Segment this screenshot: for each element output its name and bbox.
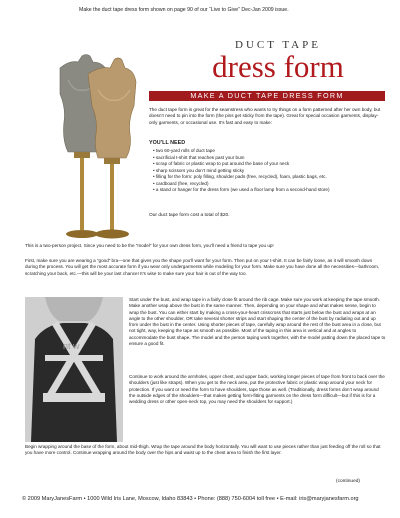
continued-label: (continued) xyxy=(336,479,360,484)
list-item: • a stand or hanger for the dress form (we used a floor lamp from a second-hand store) xyxy=(153,187,330,192)
title-dress-form: dress form xyxy=(212,49,344,84)
dress-forms-photo xyxy=(48,50,140,245)
paragraph-start-under-bust: Start under the bust, and wrap tape in a fairly close fit around the rib cage. Make sure you work at keeping the tape smooth. Make another wrap above the bust in the same manner. Then, depending on your shape and what makes sense, begin to wrap the bust. You can either start by making a cross-your-heart crisscross that starts just below the bust and wraps at an angle to the other shoulder, OR take several shorter strips and start shaping the center of the bust by radiating out and up from under the bust in the center. Using shorter pieces of tape, carefully wrap around the rest of the bust area in a close, but not tight, way, keeping the tape as smooth as possible. Most of the taping in this area is vertical and at angles to accommodate the bust shape. The model and the person taping work together, with the model patting down the placed tape to ensure a good fit. xyxy=(129,297,386,347)
list-item: • scrap of fabric or plastic wrap to put around the base of your neck xyxy=(153,161,290,166)
list-item: • cardboard (free, recycled) xyxy=(153,180,209,186)
taping-photo xyxy=(25,297,123,442)
paragraph-base-wrap: Begin wrapping around the base of the form, about mid-thigh. Wrap the tape around the body horizontally. You will want to use pieces rather than just feeding off the roll so that you have more control. Continue wrapping around the body over the hips and waist up to the chest area to finish the first layer. xyxy=(25,444,381,456)
paragraph-preparation: First, make sure you are wearing a “good” bra—one that gives you the shape you’ll want for your form. Then put on your t-shirt. It can be fairly loose, as it will smooth down during the process. You will get the most accurate form if you wear only undergarments while modeling for your form. Make sure you have done all the necessities—bathroom, scratching your back, etc.—this will be your last chance! It’s wise to make sure your hair is out of the way too. xyxy=(25,258,380,276)
description-text: The duct tape form is great for the seamstress who wants to try things on a form patterned after her own body, but doesn’t need to pin into the form (the pins get sticky from the tape). Great for special occasion garments, display-only garments, or occasional use. It’s fast and easy to make: xyxy=(149,107,381,125)
list-item: • filling for the form: poly filling, shoulder pads (free, recycled), foam, plastic bags, etc. xyxy=(153,174,327,179)
supplies-list xyxy=(153,148,389,194)
cost-note: Our duct tape form cost a total of $20. xyxy=(149,213,230,218)
list-item: • sacrificial t-shirt that reaches past your bum xyxy=(153,154,245,160)
supplies-heading: YOU’LL NEED xyxy=(149,140,186,146)
paragraph-armholes: Continue to work around the armholes, upper chest, and upper back, working longer pieces of tape from front to back over the shoulders (just like straps). When you get to the neck area, put the protective fabric or plastic wrap around your neck for protection. If you want or need the form to have shoulders, tape those as well. (Traditionally, dress forms don’t wrap around the outside edges of the shoulders—that makes getting form-fitting garments on the dress form difficult—but if this is for a wedding dress or other open-neck top, you may need the shoulders for support.) xyxy=(129,374,385,405)
section-banner: MAKE A DUCT TAPE DRESS FORM xyxy=(149,91,385,101)
title-duct-tape: DUCT TAPE xyxy=(235,39,321,51)
svg-text:nt w: nt w xyxy=(63,341,80,351)
paragraph-two-person: This is a two-person project. Since you need to be the “model” for your own dress form, you’ll need a friend to tape you up! xyxy=(25,243,274,248)
list-item: • two 60-yard rolls of duct tape xyxy=(153,148,215,153)
footer-contact: © 2009 MaryJanesFarm • 1000 Wild Iris Lane, Moscow, Idaho 83843 • Phone: (888) 750-6004 toll free • E-mail: iris@maryjanesfarm.org xyxy=(22,496,359,502)
intro-note: Make the duct tape dress form shown on page 90 of our “Live to Give” Dec-Jan 2009 issue. xyxy=(79,7,289,13)
list-item: • sharp scissors you don’t mind getting sticky xyxy=(153,167,245,173)
